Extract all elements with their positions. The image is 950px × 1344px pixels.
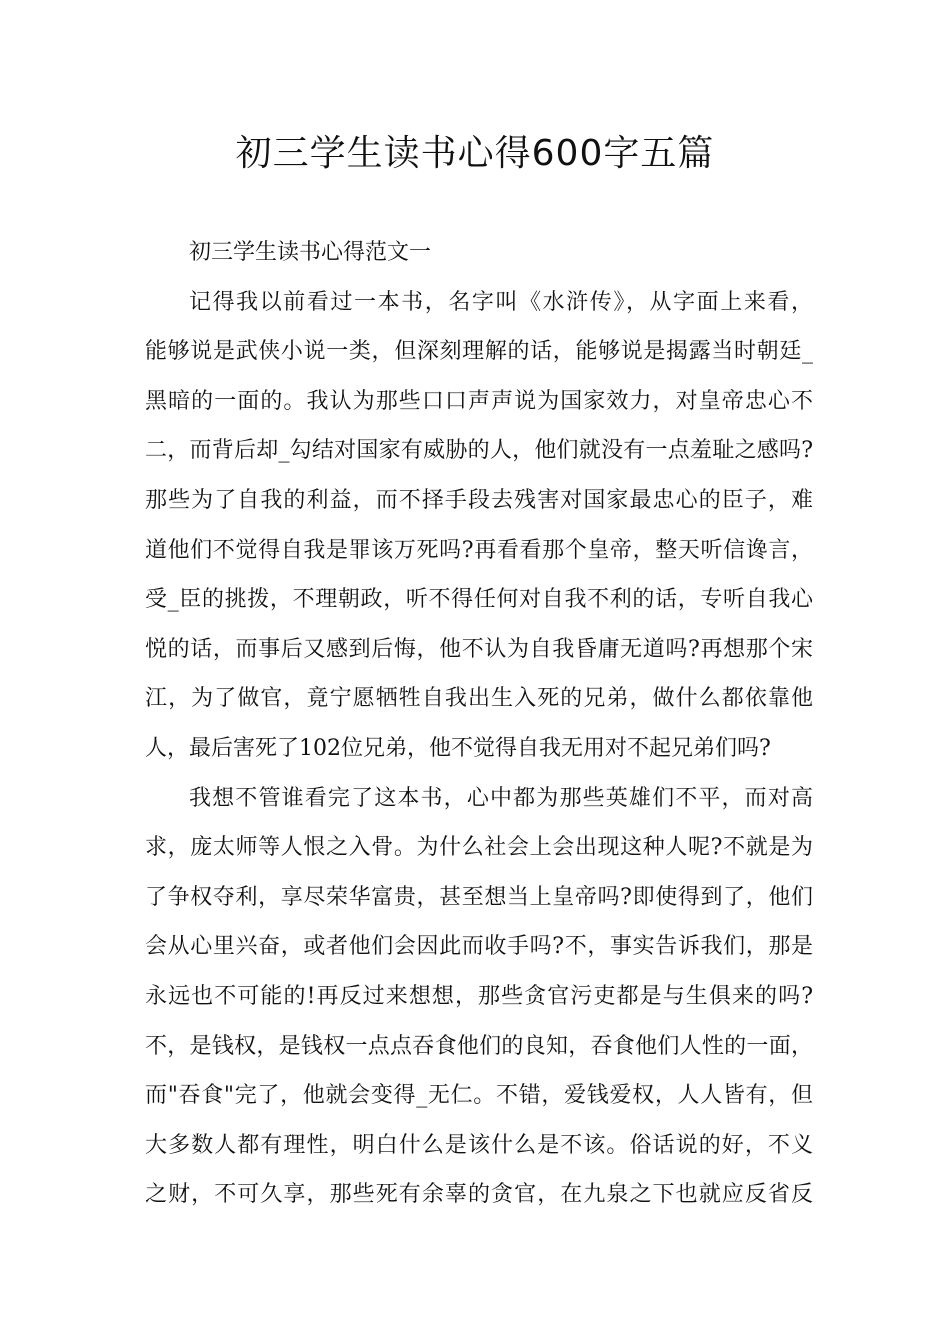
paragraph-line: 永远也不可能的!再反过来想想，那些贪官污吏都是与生俱来的吗? [145,983,813,1009]
paragraph-line: 会从心里兴奋，或者他们会因此而收手吗?不，事实告诉我们，那是 [145,934,813,960]
paragraph-line: 而"吞食"完了，他就会变得_无仁。不错，爱钱爱权，人人皆有，但 [145,1083,813,1109]
paragraph-line: 人，最后害死了102位兄弟，他不觉得自我无用对不起兄弟们吗? [145,735,771,761]
document-title: 初三学生读书心得600字五篇 [235,133,715,174]
paragraph-line: 受_臣的挑拨，不理朝政，听不得任何对自我不利的话，专听自我心 [145,587,813,613]
paragraph-line: 二，而背后却_勾结对国家有威胁的人，他们就没有一点羞耻之感吗? [145,438,813,464]
paragraph-line: 了争权夺利，享尽荣华富贵，甚至想当上皇帝吗?即使得到了，他们 [145,884,813,910]
paragraph-line: 不，是钱权，是钱权一点点吞食他们的良知，吞食他们人性的一面， [145,1033,813,1059]
paragraph-line: 求，庞太师等人恨之入骨。为什么社会上会出现这种人呢?不就是为 [145,835,813,861]
paragraph-line: 能够说是武侠小说一类，但深刻理解的话，能够说是揭露当时朝廷_ [145,339,813,365]
section-heading: 初三学生读书心得范文一 [189,240,432,265]
paragraph-line: 我想不管谁看完了这本书，心中都为那些英雄们不平，而对高 [189,785,813,811]
paragraph-line: 道他们不觉得自我是罪该万死吗?再看看那个皇帝，整天听信谗言， [145,537,813,563]
paragraph-line: 那些为了自我的利益，而不择手段去残害对国家最忠心的臣子，难 [145,487,813,513]
paragraph-line: 记得我以前看过一本书，名字叫《水浒传》，从字面上来看， [189,289,813,315]
paragraph-line: 大多数人都有理性，明白什么是该什么是不该。俗话说的好，不义 [145,1132,813,1158]
paragraph-line: 悦的话，而事后又感到后悔，他不认为自我昏庸无道吗?再想那个宋 [145,636,813,662]
document-body [145,228,813,1220]
paragraph-line: 之财，不可久享，那些死有余辜的贪官，在九泉之下也就应反省反 [145,1182,813,1208]
paragraph-line: 江，为了做官，竟宁愿牺牲自我出生入死的兄弟，做什么都依靠他 [145,686,813,712]
paragraph-line: 黑暗的一面的。我认为那些口口声声说为国家效力，对皇帝忠心不 [145,388,813,414]
